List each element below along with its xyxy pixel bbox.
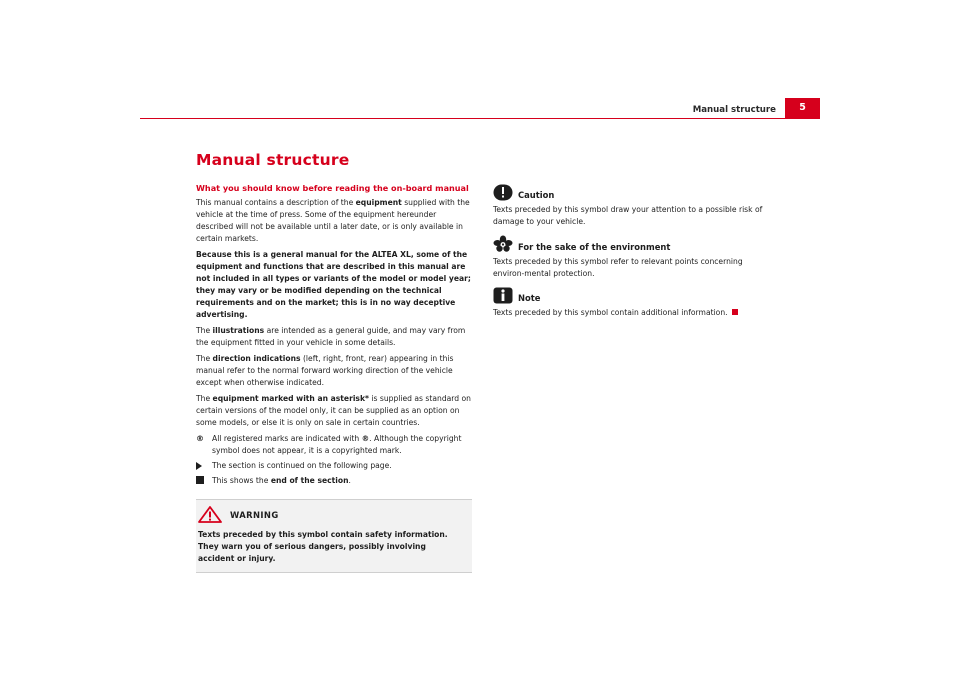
illustrations-text-end: are intended as a general guide, and may vary from the equipment fitted in your vehicle in some details.: [196, 326, 466, 347]
left-column: [196, 182, 472, 573]
end-bold: end of the section: [270, 476, 349, 485]
page-title: Manual structure: [196, 151, 350, 169]
warning-box: [196, 499, 472, 573]
environment-title: For the sake of the environment: [518, 242, 671, 252]
note-title: Note: [518, 293, 541, 303]
intro-text-start: This manual contains a description of the: [196, 198, 356, 207]
asterisk-text-start: The: [196, 394, 213, 403]
directions-paragraph: [196, 353, 472, 389]
end-text-end: .: [348, 476, 351, 485]
triangle-right-icon: [196, 462, 202, 470]
environment-block: [493, 235, 773, 280]
registered-inline-glyph: ®: [361, 434, 370, 443]
note-text-line: [493, 307, 773, 319]
registered-icon: ®: [196, 434, 204, 443]
intro-text-end: supplied with the vehicle at the time of press. Some of the equipment hereunder described will not be available until a later date, or is only available in certain markets.: [196, 198, 470, 243]
black-square-icon: [196, 476, 204, 484]
caution-title: Caution: [518, 190, 555, 200]
note-text: Texts preceded by this symbol contain additional information.: [493, 308, 728, 317]
illustrations-paragraph: [196, 325, 472, 349]
intro-bold: equipment: [355, 198, 402, 207]
warning-text: Texts preceded by this symbol contain safety information. They warn you of serious dangers, possibly involving accident or injury.: [198, 530, 448, 563]
continued-text: The section is continued on the following page.: [212, 461, 392, 470]
illustrations-bold: illustrations: [212, 326, 265, 335]
caution-block: [493, 184, 773, 228]
directions-text-end: (left, right, front, rear) appearing in this manual refer to the normal forward working direction of the vehicle except when otherwise indicated.: [196, 354, 454, 387]
asterisk-paragraph: [196, 393, 472, 429]
note-block: [493, 287, 773, 319]
registered-text-start: All registered marks are indicated with: [212, 434, 362, 443]
exclamation-circle-icon: [493, 184, 513, 201]
running-header-title: Manual structure: [692, 105, 776, 115]
red-square-icon: [732, 309, 738, 315]
header-divider: [140, 118, 820, 119]
intro-paragraph: [196, 197, 472, 245]
right-column: [493, 184, 773, 326]
general-manual-paragraph: Because this is a general manual for the ALTEA XL, some of the equipment and functions that are described in this manual are not included in all types or variants of the model or model year; they may vary or be modified depending on the technical requirements and on the market; this is in no way deceptive advertising.: [196, 250, 471, 319]
flower-icon: [493, 235, 513, 253]
continued-item: [196, 460, 472, 472]
end-text-start: This shows the: [212, 476, 271, 485]
caution-text: Texts preceded by this symbol draw your attention to a possible risk of damage to your vehicle.: [493, 205, 763, 226]
asterisk-text-end: is supplied as standard on certain versions of the model only, it can be supplied as an option on some models, or else it is only on sale in certain countries.: [196, 394, 471, 427]
warning-triangle-icon: [198, 506, 222, 523]
registered-marks-item: [196, 433, 472, 457]
illustrations-text-start: The: [196, 326, 213, 335]
section-subheading: What you should know before reading the on-board manual: [196, 183, 469, 193]
directions-text-start: The: [196, 354, 213, 363]
end-section-item: [196, 475, 472, 487]
info-icon: [493, 287, 513, 304]
environment-text: Texts preceded by this symbol refer to relevant points concerning environ-mental protection.: [493, 257, 743, 278]
warning-title: WARNING: [230, 509, 279, 520]
directions-bold: direction indications: [212, 354, 301, 363]
page-number: 5: [785, 98, 820, 119]
warning-header: [198, 506, 464, 523]
registered-text-end: . Although the copyright symbol does not appear, it is a copyrighted mark.: [212, 434, 462, 455]
asterisk-bold: equipment marked with an asterisk*: [212, 394, 369, 403]
